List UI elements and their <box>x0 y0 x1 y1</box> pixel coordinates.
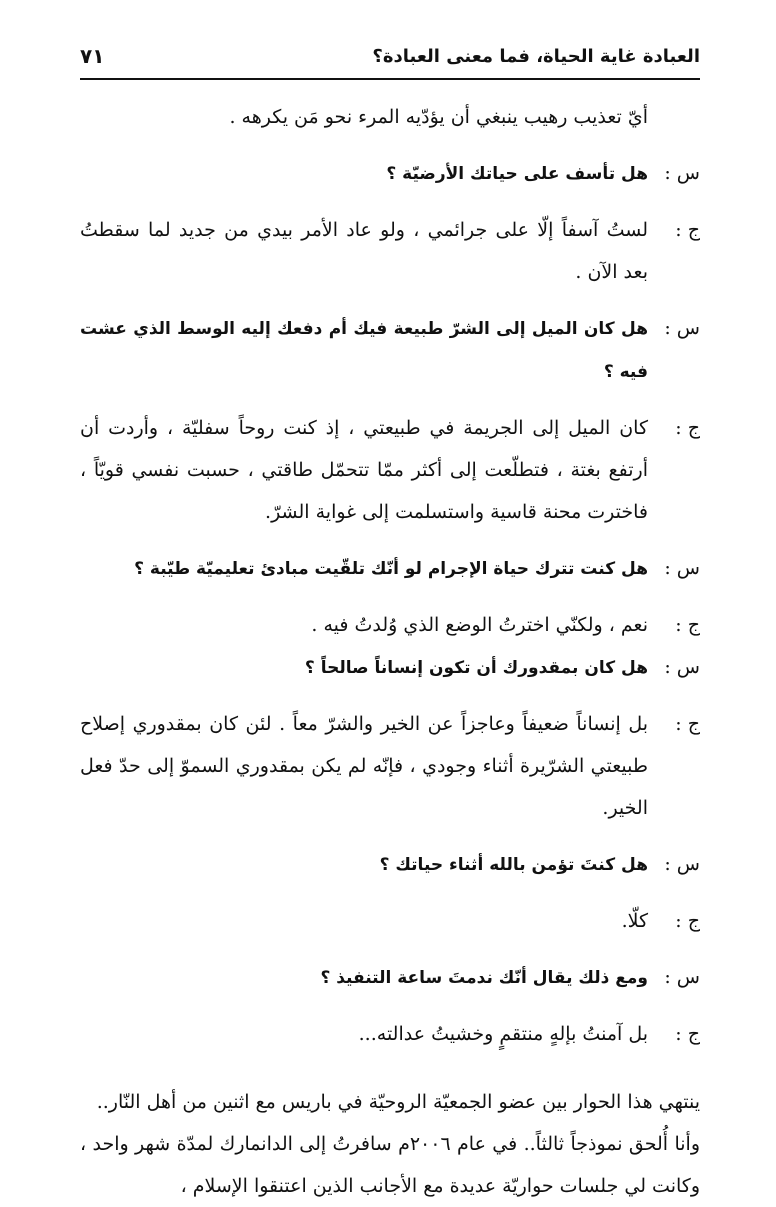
question-2 <box>80 307 700 393</box>
closing-paragraph-1: ينتهي هذا الحوار بين عضو الجمعيّة الروحيّة في باريس مع اثنين من أهل النّار.. <box>96 1091 700 1113</box>
answer-2 <box>80 407 700 533</box>
question-5 <box>80 843 700 886</box>
question-text: هل كان الميل إلى الشرّ طبيعة فيك أم دفعك إليه الوسط الذي عشت فيه ؟ <box>80 319 648 382</box>
answer-text: كلّا. <box>621 910 648 932</box>
answer-3 <box>80 604 700 646</box>
question-4 <box>80 646 700 689</box>
q-mark: س : <box>664 656 700 678</box>
question-text: هل كان بمقدورك أن تكون إنساناً صالحاً ؟ <box>304 658 648 678</box>
answer-6 <box>80 1013 700 1055</box>
page-number: ٧١ <box>80 44 105 68</box>
intro-line: أيّ تعذيب رهيب ينبغي أن يؤدّيه المرء نحو مَن يكرهه . <box>229 106 648 128</box>
a-mark: ج : <box>675 910 700 932</box>
header-title: العبادة غاية الحياة، فما معنى العبادة؟ <box>372 46 700 67</box>
page-header <box>80 38 700 80</box>
a-mark: ج : <box>675 219 700 241</box>
answer-text: بل إنساناً ضعيفاً وعاجزاً عن الخير والشرّ معاً . لئن كان بمقدوري إصلاح طبيعتي الشرّيرة أثناء وجودي ، فإنّه لم يكن بمقدوري السموّ إلى حدّ فعل الخير. <box>80 713 648 819</box>
a-mark: ج : <box>675 614 700 636</box>
closing-paragraph-2: وأنا أُلحق نموذجاً ثالثاً.. في عام ٢٠٠٦م سافرتُ إلى الدانمارك لمدّة شهر واحد ، وكانت لي جلسات حواريّة عديدة مع الأجانب الذين اعتنقوا الإسلام ، <box>80 1133 700 1197</box>
question-text: هل كنت تترك حياة الإجرام لو أنّك تلقّيت مبادئ تعليميّة طيّبة ؟ <box>134 559 648 579</box>
a-mark: ج : <box>675 1023 700 1045</box>
q-mark: س : <box>664 317 700 339</box>
answer-1 <box>80 209 700 293</box>
q-mark: س : <box>664 162 700 184</box>
question-1 <box>80 152 700 195</box>
a-mark: ج : <box>675 713 700 735</box>
q-mark: س : <box>664 557 700 579</box>
q-mark: س : <box>664 853 700 875</box>
answer-text: كان الميل إلى الجريمة في طبيعتي ، إذ كنت روحاً سفليّة ، وأردت أن أرتفع بغتة ، فتطلّعت إلى أكثر ممّا تتحمّل طاقتي ، حسبت نفسي قويّاً ، فاخترت محنة قاسية واستسلمت إلى غواية الشرّ. <box>80 417 648 523</box>
question-6 <box>80 956 700 999</box>
answer-text: نعم ، ولكنّي اخترتُ الوضع الذي وُلدتُ فيه . <box>311 614 648 636</box>
a-mark: ج : <box>675 417 700 439</box>
answer-text: لستُ آسفاً إلّا على جرائمي ، ولو عاد الأمر بيدي من جديد لما سقطتُ بعد الآن . <box>80 219 648 283</box>
question-text: هل كنتَ تؤمن بالله أثناء حياتك ؟ <box>379 855 648 875</box>
answer-5 <box>80 900 700 942</box>
answer-4 <box>80 703 700 829</box>
question-3 <box>80 547 700 590</box>
answer-text: بل آمنتُ بإلهٍ منتقمٍ وخشيتُ عدالته... <box>358 1023 648 1045</box>
question-text: ومع ذلك يقال أنّك ندمتَ ساعة التنفيذ ؟ <box>320 968 648 988</box>
page-body <box>80 96 700 1207</box>
question-text: هل تأسف على حياتك الأرضيّة ؟ <box>386 164 648 184</box>
q-mark: س : <box>664 966 700 988</box>
